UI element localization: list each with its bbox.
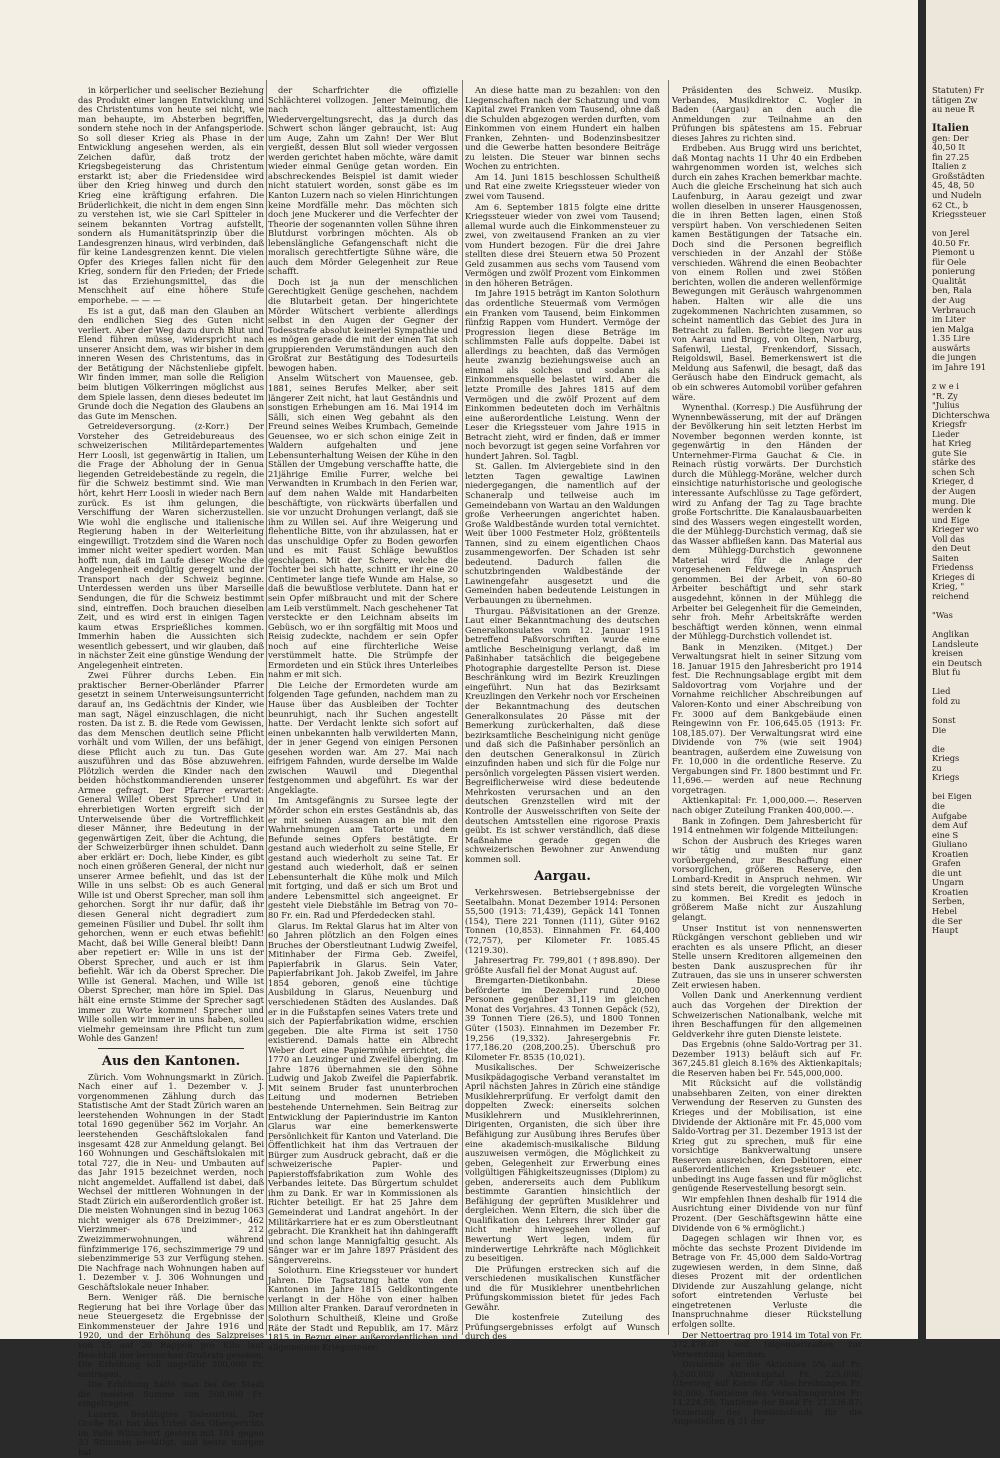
article-paragraph: Der Nettoertrag pro 1914 im Total von Fr. 372,478.01 soll folgendermaßen zur Verwendung kommen: — [672, 1329, 862, 1359]
adjacent-page-line: die jungen — [932, 352, 977, 363]
adjacent-page-line: Sonst — [932, 715, 956, 726]
adjacent-page-line: Saiten — [932, 552, 959, 563]
article-paragraph: Am 14. Juni 1815 beschlossen Schultheiß und Rat eine zweite Kriegssteuer wieder von zwei vom Tausend. — [465, 171, 660, 202]
article-paragraph: Präsidenten des Schweiz. Musikp. Verbandes, Musikdirektor C. Vogler in Baden (Aargau) an den auch die Anmeldungen zur Teilnahme an den Prüfungen bis spätestens am 15. Februar dieses Jahres zu richten sind. — [672, 85, 862, 143]
adjacent-page-line: fin 27.25 — [932, 151, 970, 162]
article-paragraph: An diese hatte man zu bezahlen: von den Liegenschaften nach der Schatzung und vom Kapital zwei Franken vom Tausend, ohne daß die Schulden abgezogen werden durften, vom Einkommen von einem Hundert ein halben Franken, Zehnten- und Bodenzinsbesitzer und die Gewerbe hatten besondere Beiträge zu leisten. Die Steuer war binnen sechs Wochen zu entrichten. — [465, 85, 660, 172]
adjacent-page-line: Piemont u — [932, 247, 975, 258]
column-2 — [268, 85, 458, 1352]
adjacent-page-line: eine S — [932, 829, 959, 840]
adjacent-page-line: hat Krieg — [932, 438, 972, 449]
adjacent-page-line: werden k — [932, 505, 972, 516]
adjacent-page-line: Friedenss — [932, 562, 974, 573]
adjacent-page-line: ien Malga — [932, 323, 974, 334]
adjacent-page-line: 62 Ct., b — [932, 199, 969, 210]
article-paragraph: Zwei Führer durchs Leben. Ein praktischer Berner-Oberländer Pfarrer gesetzt in seinem Unterweisungsunterricht darauf an, ins Gedächtnis der Kinder, wie man sagt, Nägel einzuschlagen, die nicht rosten. Da ist z. B. die Rede vom Gewissen, das dem Menschen deutlich seine Pflicht vorhält und vom Willen, der uns befähigt, diese Pflicht auch zu tun. Das Gute auszuführen und das Böse abzuwehren. Plötzlich werden die Kinder nach den beiden höchstkommandierenden unserer Armee gefragt. Der Pfarrer erwartet: General Wille! Oberst Sprecher! Und in ehrerbietigen Worten ergreift sich der Unterweisende über die Vortrefflichkeit dieser Männer, ihre Bedeutung in der gegenwärtigen Zeit, über die Achtung, die der Schweizerbürger ihnen schuldet. Dann aber erklärt er: Doch, liebe Kinder, es gibt noch einen größeren General, der nicht nur unserer Armee befiehlt, und das ist der Wille in uns selbst: Ob es auch General Wille ist und Oberst Sprecher, man soll ihm gehorchen. Sorgt ihr nur dafür, daß ihr diesen General nicht degradiert zum gemeinen Füsilier und Dubel. Ihr sollt ihm gehorchen, wenn er euch etwas befiehlt! Macht, daß bei Wille General bleibt! Dann aber repetiert er: Wille in uns ist der Oberst Sprecher, und auch er ist ihm befiehlt. Wär ich da Oberst Sprecher. Die Wille ist General. Machen, und Wille ist Oberst Sprecher, man höre im Spiel. Das hält eine ernste Stimme der Sprecher sagt immer zu Worte kommen! Sprecher und Wille sollen wir immer in uns haben, solleu vielmehr gemeinsam ihre Pflicht tun zum Wohle des Ganzen! — [78, 670, 264, 1044]
adjacent-page-line: im Liter — [932, 314, 966, 325]
column-rule — [266, 80, 267, 1335]
adjacent-page-line: schen Sch — [932, 466, 975, 477]
adjacent-page-text — [932, 86, 998, 936]
article-paragraph: Am 6. September 1815 folgte eine dritte Kriegssteuer wieder von zwei vom Tausend; allemal wurde auch die Einkommensteuer zu zwei, von zweitausend Franken an zu vier vom Hundert bezogen. Für die drei Jahre stellten diese drei Steuern etwa 50 Prozent Geld zusammen aus sechs vom Tausend vom Vermögen und zwölf Prozent vom Einkommen in den höheren Beträgen. — [465, 201, 660, 288]
adjacent-page-line: gute Sie — [932, 447, 967, 458]
article-paragraph: Aktienkapital: Fr. 1,000,000.—. Reserven nach obiger Zuteilung Franken 400,000.—. — [672, 795, 862, 816]
article-paragraph: Im Jahre 1915 beträgt im Kanton Solothurn das ordentliche Steuermaß vom Vermögen ein Franken vom Tausend, beim Einkommen fünfzig Rappen vom Hundert. Vermöge der Progression liegen diese Beträge im schlimmsten Falle aufs doppelte. Dabei ist allerdings zu beachten, daß das Vermögen heute zwanzig beziehungsweise auch an einmal als solches und sodann als Einkommensquelle belastet wird. Aber die letzte Promille des Jahres 1815 auf dem Vermögen und die zwölf Prozent auf dem Einkommen bedeuteten doch im Verhältnis eine außerordentliche Leistung. Wenn der Leser die Kriegssteuer vom Jahre 1915 in Betracht zieht, wird er finden, daß er immer noch bevorzugt ist gegen seine Vorfahren vor hundert Jahren. Sol. Tagbl. — [465, 288, 660, 461]
adjacent-page-line: reichend — [932, 590, 970, 601]
adjacent-page-line: Giuliano — [932, 839, 968, 850]
article-paragraph: Bank in Menziken. (Mitget.) Der Verwaltungsrat hielt in seiner Sitzung vom 18. Januar 1915 den Jahresbericht pro 1914 fest. Die Rechnungsablage ergibt mit dem Saldovortrag vom Vorjahre und der Vornahme reichlicher Abschreibungen auf Valoren-Konto und einer Abschreibung von Fr. 3000 auf dem Bankgebäude einen Reingewinn von Fr. 106,645.05 (1913: Fr. 108,185.07). Der Verwaltungsrat wird eine Dividende von 7% (wie seit 1904) beantragen, außerdem eine Zuweisung von Fr. 10,000 in die ordentliche Reserve. Zu Vergabungen sind Fr. 1800 bestimmt und Fr. 11,696.— werden auf neue Rechnung vorgetragen. — [672, 641, 862, 795]
article-paragraph: Wynenthal. (Korresp.) Die Ausführung der Wynennbewässerung, mit der auf Drängen der Bevölkerung hin seit letzten Herbst im November begonnen werden konnte, ist gegenwärtig in den Händen der Unternehmer-Firma Gauchat & Cie. in Reinach rüstig vorwärts. Der Durchstich durch die Mühlegg-Moräne, welcher durch einsichtige naturhistorische und geologische interessante Aufschlüsse zu Tage gefördert, wird zu Anfang der Tag zu Tage brachte große Fortschritte. Die Kanalausbauarbeiten sind des Wassers wegen eingestellt worden, die der Mühlegg-Durchstich vermag, daß sie das Wasser abfließen kann. Das Material aus dem Mühlegg-Durchstich gewonnene Material wird für die Anlage der vorgesehenen Feldwege in Anspruch genommen. Bei der Arbeit, von 60–80 Arbeiter beschäftigt und sehr stark ausgedehnt, können in der Mühlegg die Arbeiter bei Gelegenheit für die Gemeinden, sehr froh. Mehr Arbeitskräfte werden beschäftigt werden können, wenn einmal der Mühlegg-Durchstich vollendet ist. — [672, 402, 862, 642]
adjacent-page-line: zu — [932, 762, 942, 773]
adjacent-page-line: 40.50 Fr. — [932, 237, 970, 248]
article-paragraph: Schon der Ausbruch des Krieges waren wir tätig und mußten nur ganz vorübergehend, zur Beschaffung einer vorsorglichen, größeren Reserve, den Lombard-Kredit in Anspruch nehmen. Wir sind stets bereit, die vorgelegten Wünsche zu kommen. Bei Kredit es jedoch in größerem Maße nicht zur Auszahlung gelangt. — [672, 835, 862, 923]
adjacent-page-line: Kriegssteuer — [932, 209, 987, 220]
column-4 — [672, 85, 862, 1427]
adjacent-page-line: Statuten) Fr — [932, 85, 984, 95]
article-paragraph: Die kostenfreie Zuteilung des Prüfungsergebnisses erfolgt auf Wunsch durch des — [465, 1312, 660, 1342]
adjacent-page-line: Die — [932, 724, 947, 735]
article-paragraph: Glarus. Im Rektal Glarus hat im Alter von 60 Jahren plötzlich an den Folgen eines Bruches der Oberstleutnant Ludwig Zweifel, Mitinhaber der Firma Geb. Zweifel, Papierfabrik in Glarus. Sein Vater, Papierfabrikant Joh. Jakob Zweifel, im Jahre 1854 geboren, genoß eine tüchtige Ausbildung in Glarus, Neuenburg und verschiedenen Städten des Auslandes. Daß er in die Fußstapfen seines Vaters trete und sich der Papierfabrikation widme, erschien gegeben. Die alte Firma ist seit 1750 existierend. Damals hatte ein Albrecht Weber dort eine Papiermühle errichtet, die 1770 an Leuzinger und Zweifel überging. Im Jahre 1876 übernahmen sie den Söhne Ludwig und Jakob Zweifel die Papierfabrik. Mit seinem Bruder fast ununterbrochen Leitung und modernen Betrieben bestehende Unternehmen. Sein Beitrag zur Entwicklung der Papierindustrie im Kanton Glarus war eine bemerkenswerte Persönlichkeit für Kanton und Vaterland. Die Öffentlichkeit hat ihm das Vertrauen der Bürger zum Ausdruck gebracht, daß er die schweizerische Papier- und Papierstoffsfabrikation zum Wohle des Verbandes leitete. Das Bürgertum schuldet ihm zu Dank. Er war in Kommissionen als Richter beteiligt. Er hat 25 Jahre dem Gemeinderat und Landrat angehört. In der Militärkarriere hat er es zum Oberstleutnant gebracht. Die Krankheit hat ihn dahingerafft und schon lange Mannigfaltig gesucht. Als Sänger war er im Jahre 1897 Präsident des Sängervereins. — [268, 920, 458, 1265]
article-paragraph: Anselm Wütschert von Mauensee, geb. 1881, seines Berufes Melker, aber seit längerer Zeit nicht, hat laut Geständnis und sonstigen Erhebungen am 16. Mai 1914 im Sälli, sich einen Weg gebahnt als den Freund seines Weibes Krumbach, Gemeinde Geuensee, wo er sich schon einige Zeit in Waldern aufgehalten und jene Lebensunterhaltung Weisen der Kühe in den Ställen der Umgebung verschaffte hatte, die 21jährige Emilie Furrer, welche bei Verwandten in Krumbach in den Ferien war, auf dem nahen Walde mit Handarbeiten beschäftigte, von rückwärts überfallen und sie vor unzucht Drohungen verlangt, daß sie ihm zu Willen sei. Auf ihre Weigerung und flehentliche Bitte, von ihr abzulassen, hat er das unschuldige Opfer zu Boden geworfen und es mit Faust Schläge bewußtlos geschlagen. Mit der Schere, welche die Tochter bei sich hatte, schnitt er ihr eine 20 Centimeter lange tiefe Wunde am Halse, so daß die bewußtlose verblutete. Dann hat er sein Opfer mißbraucht und mit der Schere am Leib verstümmelt. Nach geschehener Tat versteckte er den Leichnam abseits im Gebüsch, wo er ihn sorgfältig mit Moos und Reisig zudeckte, nachdem er sein Opfer noch auf eine fürchterliche Weise verstümmelt hatte. Die Strümpfe der Ermordeten und ein Stück ihres Unterleibes nahm er mit sich. — [268, 373, 458, 680]
adjacent-page-line: dem Auf — [932, 820, 968, 831]
adjacent-page-line: Italien z — [932, 161, 967, 172]
article-paragraph: Bremgarten-Dietikonbahn. Diese beförderte im Dezember rund 20,000 Personen gegenüber 31,119 im gleichen Monat des Vorjahres. 43 Tonnen Gepäck (52), 39 Tonnen Tiere (26.5), und 1800 Tonnen Güter (1503). Einnahmen im Dezember Fr. 19,256 (19,332). Jahresergebnis Fr. 177,186.20 (208,200.25). Überschuß pro Kilometer Fr. 8535 (10,021). — [465, 975, 660, 1062]
article-paragraph: der Scharfrichter die offizielle Schlächterei vollzogen. Jener Meinung, die nach alttestamentlichem Wiedervergeltungsrecht, das ja durch das Schwert schon länger gebraucht, ist: Aug um Auge, Zahn um Zahn! Der Wer Blut vergießt, dessen Blut soll wieder vergossen werden gerichtet haben möchte, wäre damit wieder einmal Genüge getan worden. Ein abschreckendes Beispiel ist damit wieder nicht statuiert worden, sonst gäbe es im Kanton Luzern nach so vielen Hinrichtungen keine Mordfälle mehr. Das möchten sich doch jene Muckerer und die Verfechter der Theorie der sogenannten vollen Sühne ihren Blutdurst vorbringen möchten. Als ob lebenslängliche Gefangenschaft nicht die moralisch gerechtfertigte Sühne wäre, die auch dem Mörder Gelegenheit zur Reue schafft. — [268, 85, 458, 277]
adjacent-page-line: auswärts — [932, 342, 971, 353]
adjacent-page-line: Kriegs — [932, 772, 960, 783]
adjacent-page-line: "Julius — [932, 400, 960, 411]
adjacent-page-line: die unt — [932, 867, 962, 878]
adjacent-page-line: Großstädten — [932, 170, 985, 181]
adjacent-page-line: gen: Der — [932, 132, 969, 143]
adjacent-page-line: ein Deutsch — [932, 657, 983, 668]
article-paragraph: Mit Rücksicht auf die vollständig unabsehbaren Zeiten, von einer direkten Verwendung der Reserven zu Gunsten des Krieges und der Mobilisation, ist eine Dividende der Aktionäre mit Fr. 45,000 vom Saldo-Vortrag per 31. Dezember 1913 ist der Krieg gut zu sprechen, muß für eine vorsichtige Bankverwaltung unsere Reserven ausreichen, den Debitoren, einer außerordentlichen Kriegssteuer etc. unbedingt ins Auge fassen und für möglichst genügende Reservestellung besorgt sein. — [672, 1078, 862, 1194]
adjacent-page-line: Kroatien — [932, 886, 969, 897]
article-paragraph: St. Gallen. Im Alviergebiete sind in den letzten Tagen gewaltige Lawinen niedergegangen, die namentlich auf der Schaneralp und teilweise auch im Gemeindebann von Wartau an den Waldungen große Verheerungen angerichtet haben. Große Waldbestände wurden total vernichtet. Weit über 1000 Festmeter Holz, größtenteils Tannen, sind zu einem eigentlichen Chaos zusammengeworfen. Der Schaden ist sehr bedeutend. Dadurch fallen die schutzbringenden Waldbestände der Lawinengefahr ausgesetzt und die Gemeinden haben bedeutende Leistungen in Verbauungen zu übernehmen. — [465, 461, 660, 605]
article-paragraph: Bank in Zofingen. Dem Jahresbericht für 1914 entnehmen wir folgende Mitteilungen: — [672, 815, 862, 836]
adjacent-page-line: mung. Die — [932, 495, 976, 506]
article-paragraph: Die Erhöhung hätte man bei der Stadt die meisten Summe von 500,000 Fr. eingetragen. — [78, 1379, 264, 1409]
article-paragraph: Verkehrswesen. Betriebsergebnisse der Seetalbahn. Monat Dezember 1914: Personen 55,500 (1913: 71,439), Gepäck 141 Tonnen (154), Tiere 221 Tonnen (111), Güter 9162 Tonnen (10,853). Einnahmen Fr. 64,400 (72,757), per Kilometer Fr. 1085.45 (1219.30). — [465, 887, 660, 955]
adjacent-page-line: Grafen — [932, 858, 961, 869]
article-paragraph: Das Ergebnis (ohne Saldo-Vortrag per 31. Dezember 1913) beläuft sich auf Fr. 367,245.81 gleich 8.16% des Aktienkapitals; die Reserven haben bei Fr. 545,000,000. — [672, 1039, 862, 1078]
adjacent-page-line: bei Eigen — [932, 791, 972, 802]
adjacent-page-line: ben, Rala — [932, 285, 972, 296]
adjacent-page-line: au neue R — [932, 104, 975, 115]
adjacent-page-line: und Nudeln — [932, 190, 982, 201]
adjacent-page-line: z w e i — [932, 380, 959, 391]
article-paragraph: Erdbeben. Aus Brugg wird uns berichtet, daß Montag nachts 11 Uhr 40 ein Erdbeben wahrgenommen worden ist, welches sich durch ein zahes Krachen bemerkbar machte. Auch die gleiche Erscheinung hat sich auch Laufenburg, in Aarau gezeigt und zwar wollen dieselben in unserer Hausgenossen, die in ihren Betten lagen, einen Stoß verspürt haben. Von verschiedenen Seiten kamen Bestätigungen der Tatsache ein. Doch sind die Personen begreiflich verschieden in der Anzahl der Stöße verschieden. Während die einen Beobachter von einem Rollen und zwei Stößen berichten, wollen die anderen wellenförmige Bewegungen mit Geräusch wahrgenommen haben. Halten wir alle die uns zugekommenen Nachrichten zusammen, so scheint namentlich das Gebiet des Jura in Betracht zu fallen. Berichte liegen vor aus von Aarau und Brugg, von Olten, Narburg, Safenwil, Liestal, Frenkendorf, Sissach, Reigoldswil, Basel. Bemerkenswert ist die Meldung aus Safenwil, die besagt, daß das Geräusch habe den Eindruck gemacht, als ob ein schweres Automobil vorüber gefahren wäre. — [672, 143, 862, 402]
adjacent-page-line: für Oele — [932, 256, 967, 267]
adjacent-page-line: Aufgabe — [932, 810, 967, 821]
article-paragraph: Im Amtsgefängnis zu Sursee legte der Mörder schon ein erstes Geständnis ab, das er mit seinen Aussagen an bie mit den Wahrnehmungen am Tatorte und dem Befunde seines Opfers bestätigte. Er gestand auch wiederholt zu seine Stelle, Er gestand auch wiederholt zu seine Tat. Er gestand auch wiederholt, daß er seinen Lebensunterhalt die Kühe molk und Milch mit fortging, und daß er sich um Brot und andere Lebensmittel sich angeeignet. Er gesteht viele Diebstähle im Betrag von 70–80 Fr. ein. Rad und Pferdedecken stahl. — [268, 795, 458, 921]
adjacent-page-line: ponierung — [932, 266, 976, 277]
adjacent-page-line: stärke des — [932, 457, 976, 468]
adjacent-page-line: die Ser — [932, 915, 963, 926]
adjacent-page-line: von Jerel — [932, 228, 970, 239]
adjacent-page-line: Krieger, d — [932, 476, 974, 487]
adjacent-page-line: kreisen — [932, 648, 964, 659]
adjacent-page-line: Qualität — [932, 275, 967, 286]
article-paragraph: Wir empfehlen Ihnen deshalb für 1914 die Ausrichtung einer Dividende von nur fünf Prozent. (Der Geschäftsgewinn hätte eine Dividende von 6 % ermöglicht.) — [672, 1193, 862, 1233]
article-paragraph: Es ist a gut, daß man den Glauben an den endlichen Sieg des Guten nicht verliert. Aber der Weg dazu durch Blut und Elend führen müsse, widerspricht nach unserer Ansicht dem, was wir bisher in dem inneren Wesen des Christentums, das in der Betätigung der Nächstenliebe gipfelt. Wir finden immer, man solle die Religion beim blutigen Völkerringen möglichst aus dem Spiele lassen, denn dieses bedeutet im Grunde doch die Negation des Glaubens an das Gute im Menschen. — [78, 305, 265, 421]
adjacent-page-line: Anglikan — [932, 629, 970, 640]
adjacent-page-line: der Augen — [932, 485, 976, 496]
column-1 — [78, 85, 265, 1458]
adjacent-page-line: "R. Zy — [932, 390, 958, 401]
adjacent-page-line: Krieges di — [932, 571, 975, 582]
article-paragraph: Jahresertrag Fr. 799,801 (†898.890). Der größte Ausfall fiel der Monat August auf. — [465, 955, 660, 975]
adjacent-page-line: 1.35 Lire — [932, 333, 971, 344]
article-paragraph: Dividende an die Aktionäre 5% auf Fr. 4,500,000 Aktienkapital Fr. 225,000; Übertrag auf Konto für Abschreibungen Fr. 40,000; Tantième des Verwaltungsrates Fr. 14,224.58; Tantième der Bank Fr. 21,336.87; Dotierung des Pensionsfonds für die Angestellten (§ 31 der — [672, 1359, 862, 1427]
adjacent-page-line: Serben, — [932, 896, 965, 907]
adjacent-page-line: der Aug — [932, 295, 966, 306]
adjacent-page-line: und Eige — [932, 514, 970, 525]
adjacent-page-line: Italien — [932, 123, 970, 135]
adjacent-page-line: tätigen Zw — [932, 94, 978, 105]
column-3 — [465, 85, 660, 1342]
article-paragraph: Unser Institut ist von nennenswerten Rückgängen verschont geblieben und wir erachten es als unsere Pflicht, an dieser Stelle unsern Kreditoren allgemeinen den besten Dank auszusprechen für ihr Zutrauen, das sie uns in unserer schwersten Zeit erwiesen haben. — [672, 922, 862, 990]
section-heading: Aus den Kantonen. — [101, 1053, 241, 1069]
article-paragraph: Zürich. Vom Wohnungsmarkt in Zürich. Nach einer auf 1. Dezember v. J. vorgenommenen Zählung durch das Statistische Amt der Stadt Zürich waren an leerstehenden Wohnungen in der Stadt total 1690 gegenüber 562 im Vorjahr. An leerstehenden Geschäftslokalen fand insgesamt 428 zur Anmeldung gelangt. Bei 160 Wohnungen und Geschäftslokalen mit total 727, die in Neu- und Umbauten auf das Jahr 1915 bezeichnet werden, noch nicht angemeldet. Auffallend ist dabei, daß Wechsel der mittleren Wohnungen in der Stadt Zürich ein außerordentlich großer ist. Die meisten Wohnungen sind in bezug 1063 nicht weniger als 678 Dreizimmer-, 462 Vierzimmer- und 212 Zweizimmerwohnungen, während fünfzimmerige 176, sechszimmerige 79 und siebenzimmerige 53 zur Verfügung stehen. Die Nachfrage nach Wohnungen haben auf 1. Dezember v. J. 306 Wohnungen und Geschäftslokale neuer Inhaber. — [78, 1071, 264, 1292]
adjacent-page-edge — [926, 0, 1000, 1339]
article-paragraph: Solothurn. Eine Kriegssteuer vor hundert Jahren. Die Tagsatzung hatte von den Kantonen im Jahre 1815 Geldkontingente verlangt in der Höhe von einer halben Million alter Franken. Darauf verordneten in Solothurn Schultheiß, Kleine und Große Räte der Stadt und Republik, am 17. März 1815 in Bezug einer außerordentlichen und allgemeinen Kriegssteuer: — [268, 1265, 458, 1352]
article-paragraph: Thurgau. Päßvisitationen an der Grenze. Laut einer Bekanntmachung des deutschen Generalkonsulates vom 12. Januar 1915 betreffend Paßvorschriften wurde eine amtliche Bescheinigung verlangt, daß im Paßinhaber tatsächlich die beigegebene Photographie dargestellte Person ist. Diese Beschränkung wird im Bezirk Kreuzlingen eingeführt. Nun hat das Bezirksamt Kreuzlingen den Verkehr noch vor Erscheinen der Bekanntmachung des deutschen Generalkonsulates 20 Pässe mit der Bemerkung zurückerhalten, daß diese bezirksamtliche Bescheinigung nicht genüge und daß sich die Paßinhaber persönlich an den deutschen Generalkonsul in Zürich einzufinden haben und sich für die Folge nur persönlich vorgelegten Pässen visiert werden. Begreiflicherweise wird diese bedeutende Mehrkosten verursachen und an den deutschen Grenzstellen wird mit der Kontrolle der Ausweisschriften von Seite der deutschen Amtsstellen eine rigorose Praxis geübt. Es ist schwer verständlich, daß diese Maßnahme gerade gegen die schweizerischen Bewohner zur Anwendung kommen soll. — [465, 605, 660, 864]
article-paragraph: Dagegen schlagen wir Ihnen vor, es möchte das sechste Prozent Dividende im Betrage von Fr. 45,000 dem Saldo-Vortrag zugewiesen werden, in dem Sinne, daß dieses Prozent mit der ordentlichen Dividende zur Auszahlung gelange, nicht sofort eintretenden Verluste bei eingetretenen Verluste die Inanspruchnahme dieser Rückstellung erfolgen sollte. — [672, 1233, 862, 1329]
adjacent-page-line: Krieg, " — [932, 581, 965, 592]
adjacent-page-line: Ungarn — [932, 877, 964, 888]
article-paragraph: Getreideversorgung. (z-Korr.) Der Vorsteher des Getreidebureaus des schweizerischen Militärdepartementes Herr Loosli, ist gegenwärtig in Italien, um die Frage der Abholung der in Genua liegenden Getreidebestände zu regeln, die für die Schweiz bestimmt sind. Wie man hört, kehrt Herr Loosli in wieder nach Bern zurück. Es ist ihm gelungen, die Verschiffung der Waren sicherzustellen. Wie wohl die englische und italienische Regierung haben in der Weiterleitung eingewilligt. Trotzdem sind die Waren noch immer nicht weiter spediert worden. Man hofft nun, daß im Laufe dieser Woche die Angelegenheit endgültig geregelt und der Transport nach der Schweiz beginne. Unterdessen werden uns über Marseille Sendungen, die für die Schweiz bestimmt sind, eintreffen. Doch brauchen dieselben Zeit, und es wird erst in einigen Tagen kaum etwas Ersprießliches kommen. Immerhin haben die Aussichten sich wesentlich gebessert, und wir glauben, daß in nächster Zeit eine günstige Wendung der Angelegenheit eintreten. — [78, 421, 264, 670]
article-paragraph: Bern. Weniger räß. Die bernische Regierung hat bei ihre Vorlage über das neue Steuergesetz die Ergebnisse der Einkommensteuer der Jahre 1916 und 1920, und der Erhöhung des Salzpreises von 15 auf 20 Rappen pro Kilo laut Beschluß der bernischen Großrats gesehen. Die Erhöhung soll ungefähr 500,000 Fr. eintragen. — [78, 1292, 264, 1379]
adjacent-page-line: die — [932, 801, 945, 812]
adjacent-page-line: 45, 48, 50 — [932, 180, 975, 191]
section-heading: Aargau. — [534, 869, 591, 885]
article-paragraph: in körperlicher und seelischer Beziehung das Produkt einer langen Entwicklung und des Christentums von heute sei nicht, wie man behaupte, im Absterben begriffen, sondern stehe noch in der Anfangsperiode. So soll dieser Krieg als Phase in der Entwicklung angesehen werden, als ein Zeichen dafür, daß trotz der Kriegsbegeisterung das Christentum erstarkt ist; aber die Friedensidee wird über den Krieg hinweg und durch den Krieg eine kräftigung erfahren. Die Brüderlichkeit, die nicht in dem engen Sinn zu verstehen ist, wie sie Carl Spitteler in seinem bekannten Vortrag aufstellt, sondern als Humanitätsprinzip über die Landesgrenzen hinaus, wird verbinden, daß für keine Landesgrenzen kennt. Die vielen Opfer des Krieges fallen nicht für den Krieg, sondern für den Frieden; der Friede ist das Erziehungsmittel, das die Menschheit auf eine höhere Stufe emporhebe. — — — — [78, 85, 264, 306]
section-divider — [98, 1048, 244, 1049]
article-paragraph: Luzern. Bestätigtes Todesurteil. Der Große Rat hat das Urteil des Obergerichts im Falle Wütschert gestern mit 103 gegen 33 Stimmen bestätigt, und heute morgen hat — [78, 1408, 264, 1458]
adjacent-page-line: Krieger wo — [932, 524, 979, 535]
adjacent-page-line: Landsleute — [932, 638, 979, 649]
adjacent-page-line: Kriegsfr — [932, 419, 967, 430]
adjacent-page-line: den Deut — [932, 543, 971, 554]
article-paragraph: Doch ist ja nun der menschlichen Gerechtigkeit Genüge geschehen, nachdem die Blutarbeit getan. Der hingerichtete Mörder Wütschert verbiente allerdings selbst in den Augen der Gegner der Todesstrafe absolut keinerlei Sympathie und es mögen gerade die mit der einen Tat sich gruppierenden Verumständungen auch den Großrat zur Bestätigung des Todesurteils bewogen haben. — [268, 276, 458, 373]
adjacent-page-line: Haupt — [932, 925, 959, 936]
adjacent-page-line: Blut fu — [932, 667, 961, 678]
article-paragraph: Die Leiche der Ermordeten wurde am folgenden Tage gefunden, nachdem man zu Hause über das Ausbleiben der Tochter beunruhigt, nach ihr Suchen angestellt hatte. Der Verdacht lenkte sich sofort auf einen unbekannten halb verwilderten Mann, der in jener Gegend von einigen Personen gesehen worden war. Am 27. Mai nach eifrigem Fahnden, wurde derselbe im Walde zwischen Wauwil und Diegenthal festgenommen und abgeführt. Es war der Angeklagte. — [268, 679, 458, 795]
article-paragraph: Musikalisches. Der Schweizerische Musikpädagogische Verband veranstaltet im April nächsten Jahres in Zürich eine ständige Musiklehrerprüfung. Er verfolgt damit den doppelten Zweck: einerseits solchen Musiklehrern und Musiklehrerinnen, Dirigenten, Organisten, die sich über ihre Befähigung zur Ausübung ihres Berufes über eine akademisch-musikalische Bildung auszuweisen vermögen, die Möglichkeit zu geben, Gelegenheit zur Erwerbung eines vollgültigen Fähigkeitszeugnisses (Diplom) zu geben, andererseits auch dem Publikum bestimmte Garantien hinsichtlich der Befähigung der geprüften Musiklehrer und dergleichen. Wenn Eltern, die sich über die Qualifikation des Lehrers ihrer Kinder gar nicht mehr hinwegsehen wollen, auf Bewertung Wert legen, indem für minderwertige Lehrkräfte nach Möglichkeit zu beseitigen. — [465, 1062, 660, 1264]
article-paragraph: Vollen Dank und Anerkennung verdient auch das Vorgehen der Direktion der Schweizerischen Nationalbank, welche mit ihren Beschaffungen für den allgemeinen Geldverkehr ihre guten Dienste leistete. — [672, 990, 862, 1039]
article-paragraph: Die Prüfungen erstrecken sich auf die verschiedenen musikalischen Kunstfächer und die für Musiklehrer unentbehrlichen Prüfungskommission bietet für jedes Fach Gewähr. — [465, 1263, 660, 1312]
adjacent-page-line: Lieder — [932, 428, 960, 439]
adjacent-page-line: Dichterschwa — [932, 409, 990, 420]
adjacent-page-line: 40,50 It — [932, 142, 966, 153]
adjacent-page-line: die — [932, 743, 945, 754]
adjacent-page-line: "Was — [932, 610, 953, 621]
adjacent-page-line: fold zu — [932, 696, 961, 706]
column-rule — [462, 80, 463, 1335]
adjacent-page-line: Lied — [932, 686, 951, 697]
adjacent-page-line: Verbrauch — [932, 304, 976, 315]
column-rule — [668, 80, 669, 1335]
adjacent-page-line: Voll das — [932, 533, 965, 544]
adjacent-page-line: Kroatien — [932, 848, 969, 859]
adjacent-page-line: Hebel — [932, 906, 958, 917]
adjacent-page-line: im Jahre 191 — [932, 361, 987, 372]
adjacent-page-line: Kriegs — [932, 753, 960, 764]
